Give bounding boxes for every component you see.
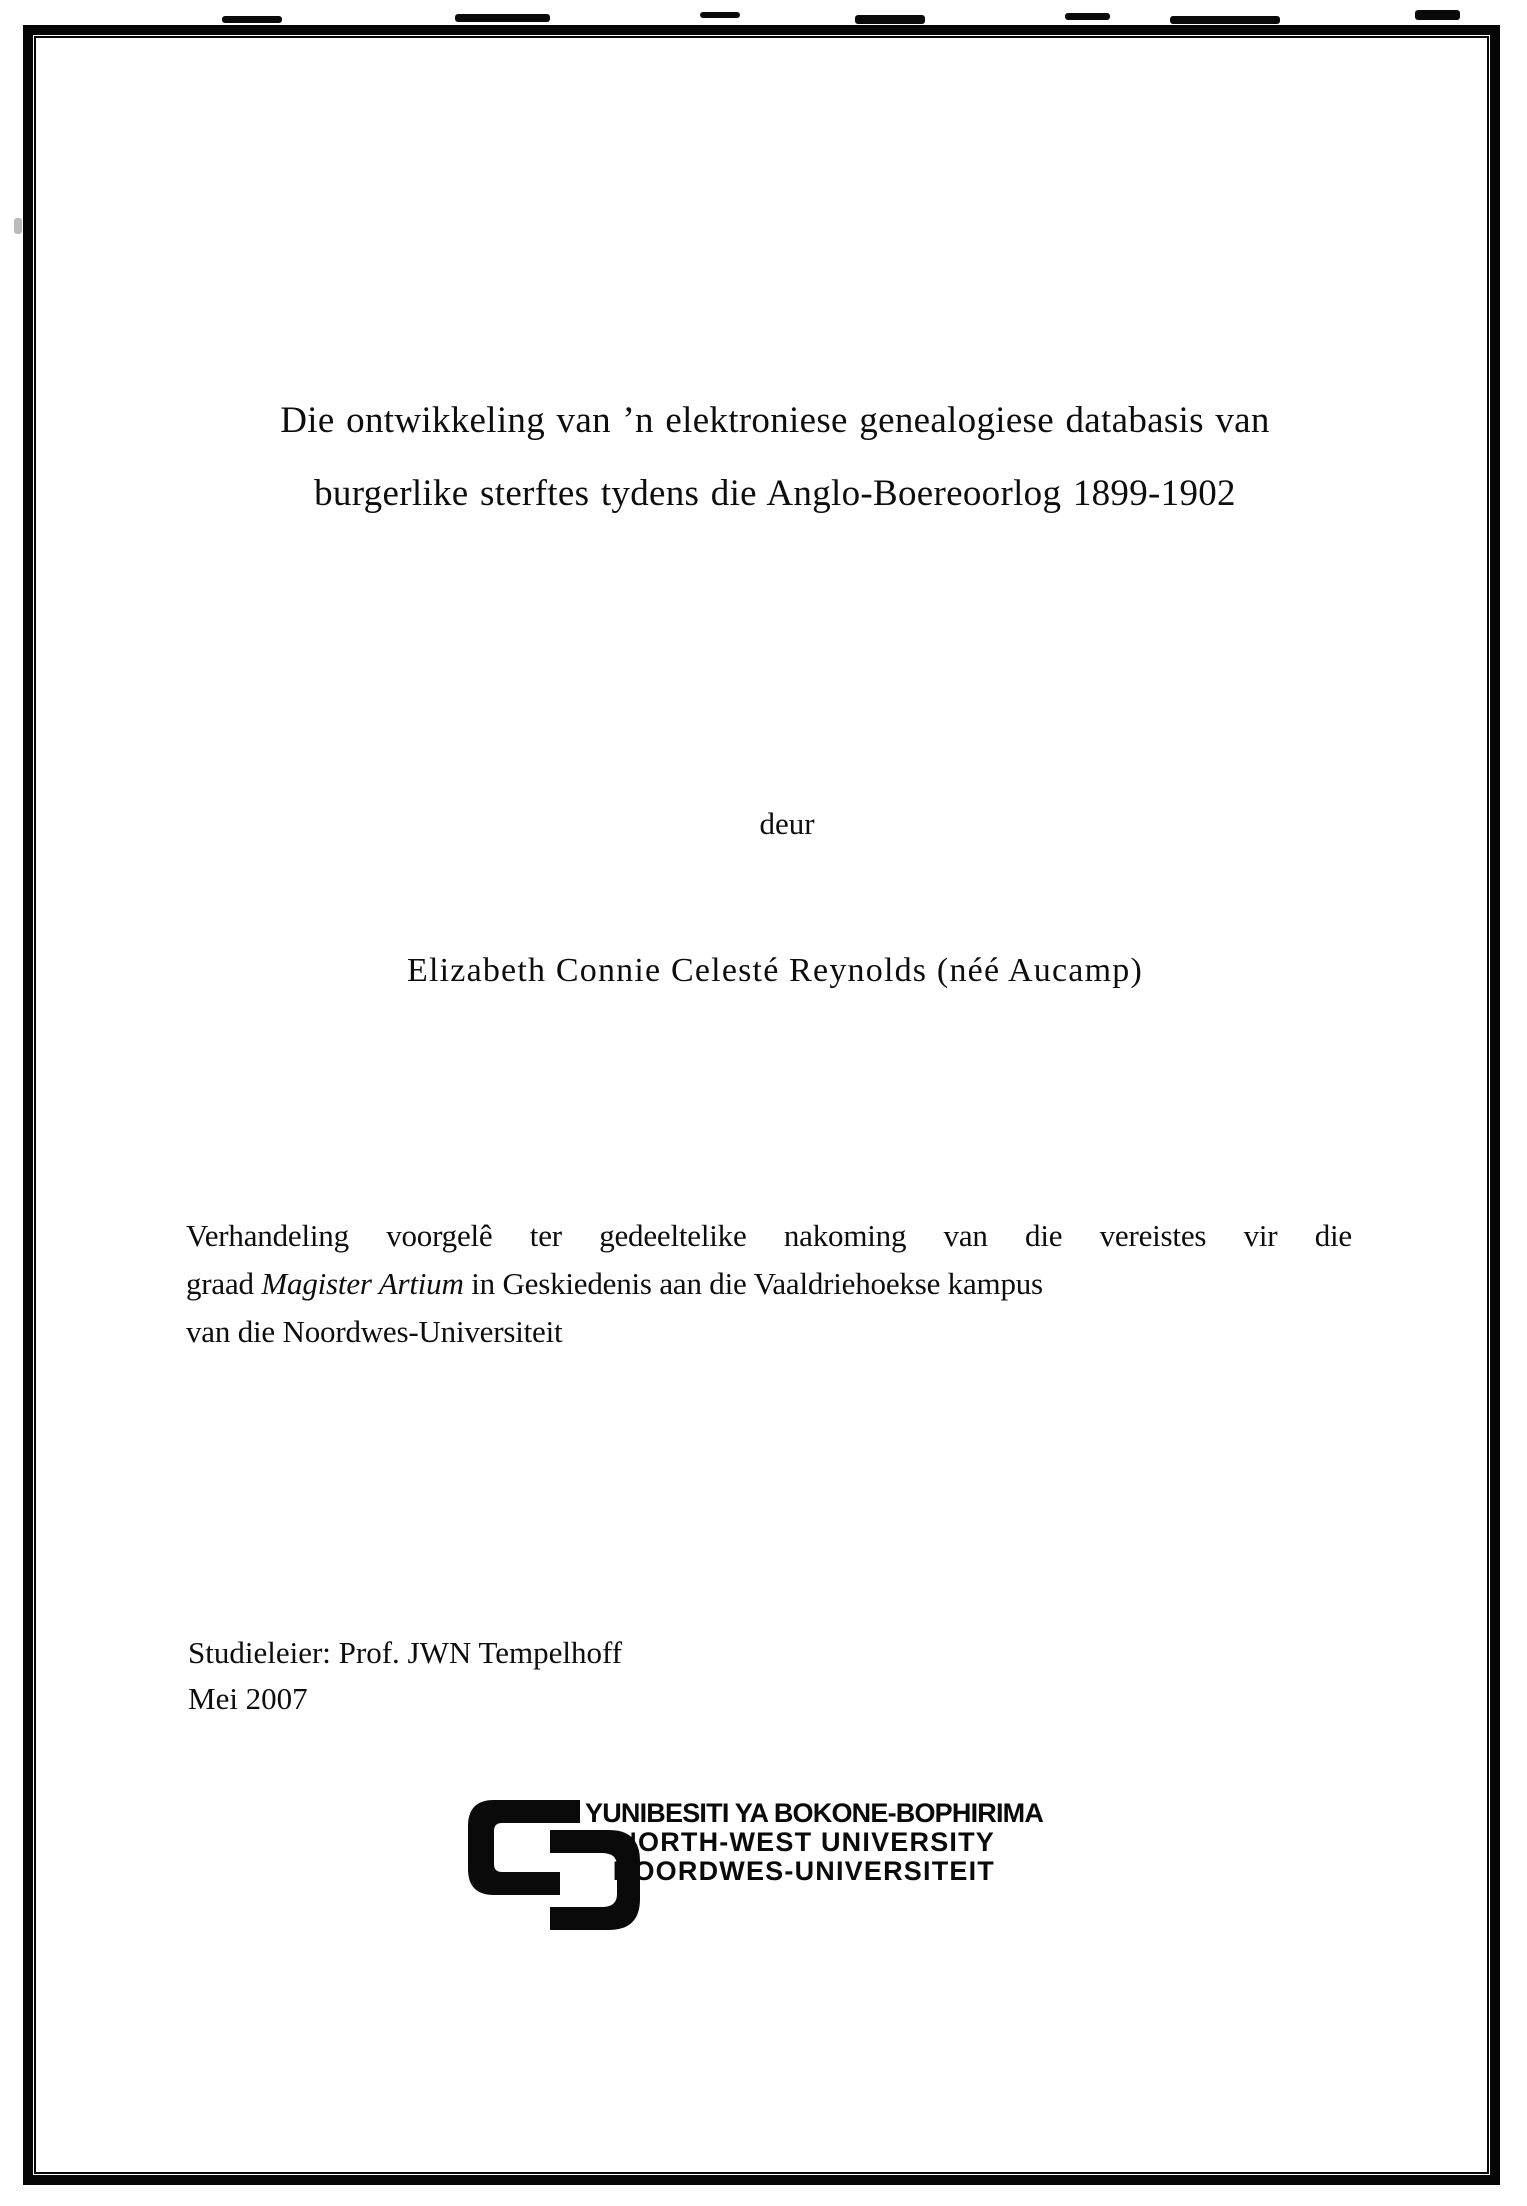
supervisor-block [188, 1630, 622, 1722]
degree-statement-line-2 [186, 1260, 1352, 1308]
thesis-title [60, 384, 1490, 530]
scan-artifact [1170, 16, 1280, 24]
degree-statement-line-1: Verhandeling voorgelê ter gedeeltelike nakoming van die vereistes vir die [186, 1218, 1352, 1253]
author-name: Elizabeth Connie Celesté Reynolds (néé Aucamp) [407, 952, 1143, 989]
degree-statement [186, 1212, 1352, 1356]
university-logo-text [585, 1798, 1044, 1886]
degree-name: Magister Artium [261, 1266, 464, 1301]
scan-artifact [1065, 13, 1110, 20]
logo-text-afrikaans: NOORDWES-UNIVERSITEIT [612, 1856, 995, 1886]
date-line: Mei 2007 [188, 1681, 308, 1716]
title-line-1: Die ontwikkeling van ’n elektroniese genealogiese databasis van [280, 400, 1270, 441]
degree-statement-line-2-pre: graad [186, 1266, 262, 1301]
scan-artifact [455, 14, 550, 22]
scan-artifact [14, 218, 22, 234]
scan-artifact [1415, 10, 1460, 20]
byline: deur [759, 806, 815, 841]
scan-artifact [222, 16, 282, 23]
logo-text-setswana: YUNIBESITI YA BOKONE-BOPHIRIMA [585, 1798, 1044, 1828]
degree-statement-line-3: van die Noordwes-Universiteit [186, 1314, 563, 1349]
supervisor-line: Studieleier: Prof. JWN Tempelhoff [188, 1635, 623, 1670]
title-line-2: burgerlike sterftes tydens die Anglo-Boereoorlog 1899-1902 [314, 473, 1236, 514]
scan-artifact [700, 12, 740, 18]
logo-text-english: NORTH-WEST UNIVERSITY [617, 1827, 995, 1857]
scan-artifact [855, 15, 925, 24]
degree-statement-line-2-post: in Geskiedenis aan die Vaaldriehoekse kampus [463, 1266, 1043, 1301]
